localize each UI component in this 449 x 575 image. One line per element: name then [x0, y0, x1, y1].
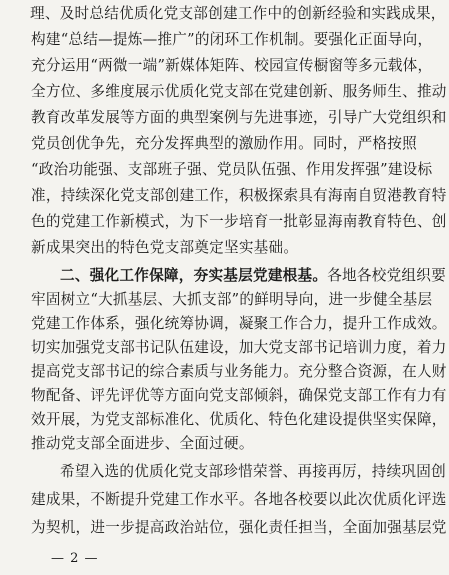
- text-line: 提高党支部书记的综合素质与业务能力。充分整合资源，在人财: [31, 363, 447, 380]
- text-line: 牢固树立“大抓基层、大抓支部”的鲜明导向，进一步健全基层: [31, 291, 433, 308]
- text-line: 效开展，为党支部标准化、优质化、特色化建设提供坚实保障，: [31, 411, 447, 428]
- text-line: 党建工作体系，强化统筹协调，凝聚工作合力，提升工作成效。: [31, 315, 447, 332]
- heading-continuation: 各地各校党组织要: [327, 267, 446, 284]
- section-heading-line: [60, 267, 446, 285]
- text-line: 色的党建工作新模式，为下一步培育一批彰显海南教育特色、创: [31, 213, 447, 230]
- page-number: — 2 —: [51, 551, 99, 566]
- text-line: 准，持续深化党支部创建工作，积极探索具有海南自贸港教育特: [31, 187, 447, 204]
- text-line: “政治功能强、支部班子强、党员队伍强、作用发挥强”建设标: [31, 161, 433, 178]
- text-line: 推动党支部全面进步、全面过硬。: [31, 435, 254, 452]
- text-line: 构建“总结—提炼—推广”的闭环工作机制。要强化正面导向，: [31, 31, 433, 48]
- section-heading: 二、强化工作保障，夯实基层党建根基。: [60, 267, 328, 284]
- text-line: 充分运用“两微一端”新媒体矩阵、校园宣传橱窗等多元载体，: [31, 57, 433, 74]
- text-line: 理、及时总结优质化党支部创建工作中的创新经验和实践成果，: [30, 5, 446, 22]
- text-line: 希望入选的优质化党支部珍惜荣誉、再接再厉，持续巩固创: [60, 463, 446, 480]
- text-line: 切实加强党支部书记队伍建设，加大党支部书记培训力度，着力: [31, 339, 447, 356]
- text-line: 教育改革发展等方面的典型案例与先进事迹，引导广大党组织和: [31, 109, 447, 126]
- text-line: 全方位、多维度展示优质化党支部在党建创新、服务师生、推动: [31, 83, 447, 100]
- text-line: 新成果突出的特色党支部奠定坚实基础。: [31, 239, 299, 256]
- text-line: 物配备、评先评优等方面向党支部倾斜，确保党支部工作有力有: [31, 387, 447, 404]
- text-line: 为契机，进一步提高政治站位，强化责任担当，全面加强基层党: [31, 519, 447, 536]
- text-line: 党员创优争先，充分发挥典型的激励作用。同时，严格按照: [31, 135, 417, 152]
- text-line: 建成果，不断提升党建工作水平。各地各校要以此次优质化评选: [31, 491, 447, 508]
